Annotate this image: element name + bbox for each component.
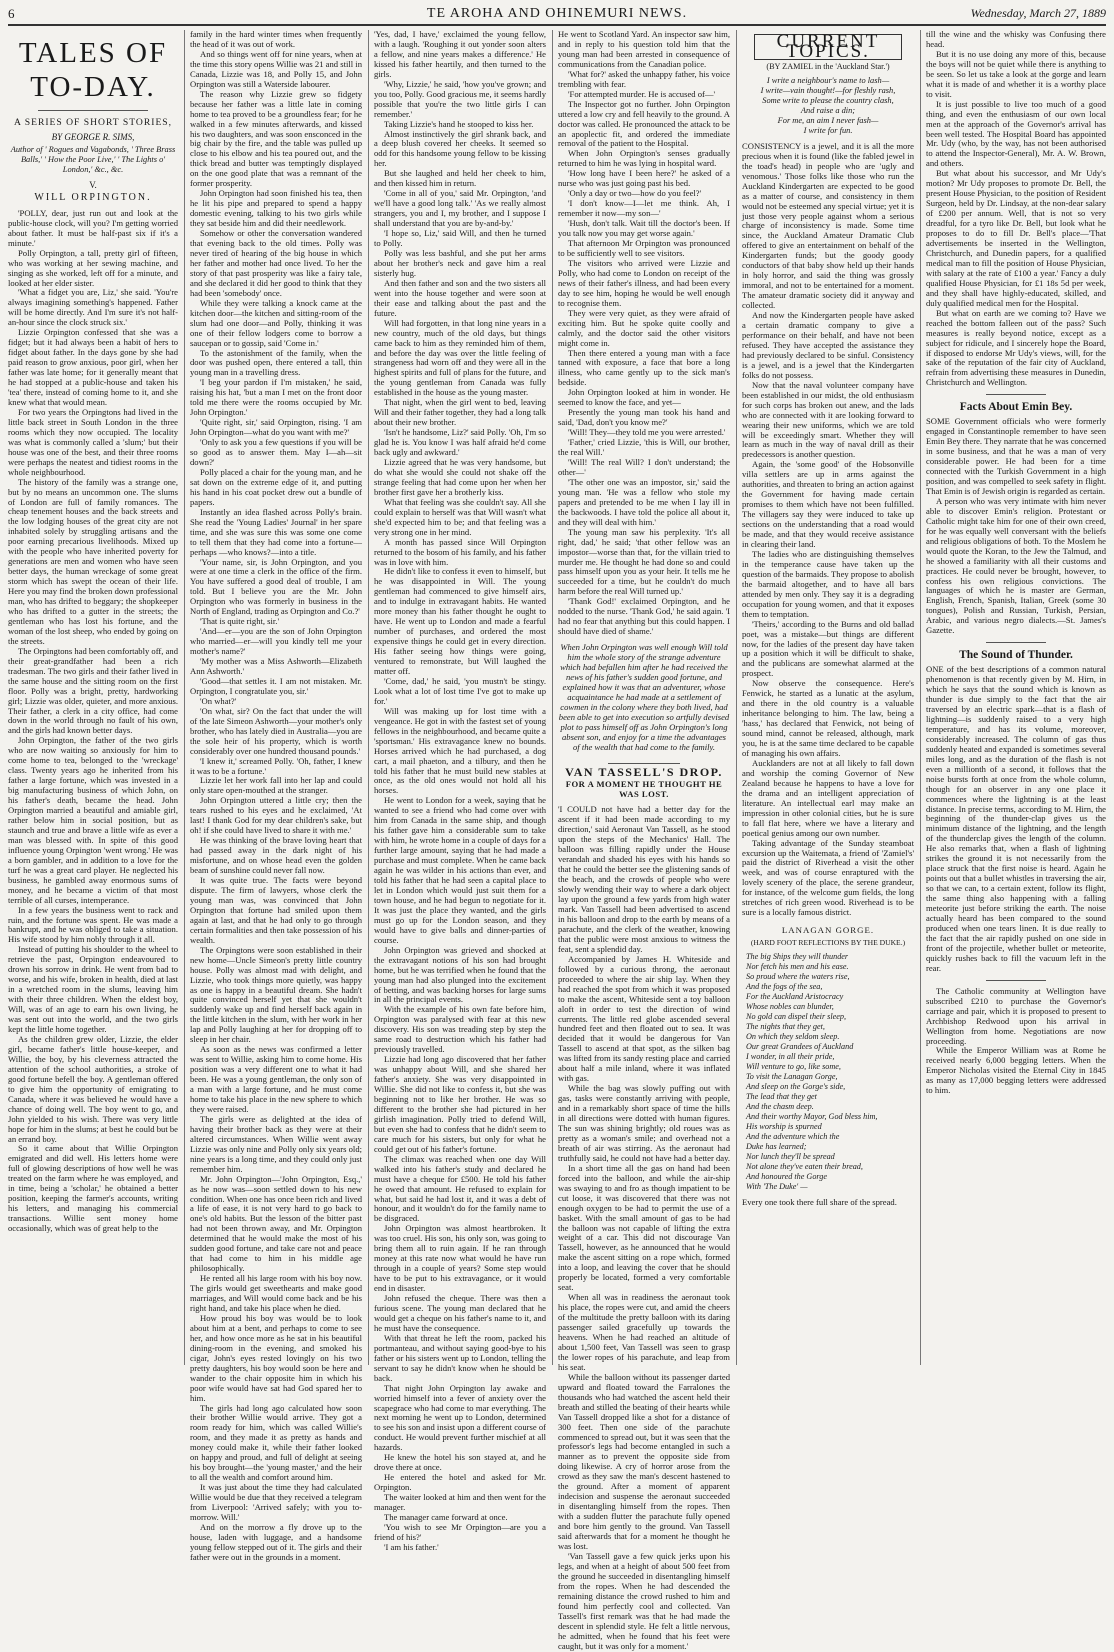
paragraph: The girls were as delighted at the idea of having their brother back as they were at their altered circumstances. When Willie went away Lizzie was only nine and Polly only six years old; nine years is a long time, and they could only just remember him. <box>190 1113 362 1174</box>
paragraph: As soon as the news was confirmed a letter was sent to Willie, asking him to come home. His position was a very different one to what it had been. He was a young gentleman, the only son of a man with a large fortune, and he must come home to take his place in the new sphere to which they were raised. <box>190 1044 362 1114</box>
paragraph: The Orpingtons had been comfortably off, and their great-grandfather had been a rich tradesman. The two girls and their father lived in the same house and the sitting room on the first floor. Polly was a bright, pretty, hardworking girl; Lizzie was older, quieter, and more anxious. Their father, a clerk in a city office, had come down in the world through no fault of his own, and the girls had known better days. <box>8 645 178 736</box>
divider <box>38 110 148 111</box>
poem-verse: The big Ships they will thunder Nor fetch his men and his ease. So proud where the waters rise, And the fogs of the sea, For the Auckland Aristocracy Whose nobles can blunder, No gold can dispel their sleep, The nights that they get, On which they seldom sleep. Our great Grandees of Auckland I wonder, in all their pride, Will venture to go, like some, To visit the Lanagan Gorge, And sleep on the Gorge's side, The lead that they get And the chasm deep. And their worthy Mayor, God bless him, His worship is spurned And the adventure which the Duke has learned; Nor lunch they'll be spread Not alone they've eaten their bread, And honoured the Gorge With 'The Duke' — <box>746 952 878 1192</box>
paragraph: 'Hush, don't talk. Wait till the doctor's been. If you talk now you may get worse again.' <box>558 218 730 239</box>
paragraph: A person who was very intimate with him never able to discover Emin's religion. Protestant or Catholic might take him for one of their own creed, for he was equally well conversant with the beliefs and religious obligations of both. To the Moslem he would quote the Koran, to the Jew the Talmud, and he showed a familiarity with all their customs and practices. He could never be brought, however, to confess his own religious convictions. The languages of which he is master are German, English, French, Spanish, Italian, Greek (some 30 tongues), Polish and Russian, Turkish, Persian, Arabic, and various negro dialects.—St. James's Gazette. <box>926 495 1106 636</box>
paragraph: 'Why, Lizzie,' he said, 'how you've grown; and you too, Polly. Good gracious me, it seems hardly possible that you're the two little girls I can remember.' <box>374 78 546 119</box>
paragraph: Lizzie had long ago discovered that her father was unhappy about Will, and she shared her father's anxiety. She was very disappointed in Willie. She did not like to confess it, but she was beginning not to like her brother. He was so different to the brother she had pictured in her girlish imagination. Polly tried to defend Will, but even she had to confess that he didn't seem to care much for his sisters, but only for what he could get out of his father's fortune. <box>374 1054 546 1154</box>
paragraph: A month has passed since Will Orpington returned to the bosom of his family, and his father was in love with him. <box>374 536 546 567</box>
paragraph: Will had forgotten, in that long nine years in a new country, much of the old days, but things came back to him as they reminded him of them, and before the day was over the little feeling of strangeness had worn off and they were all in the highest spirits and full of plans for the future, and the young gentleman from Canada was fully established in the house as the young master. <box>374 317 546 398</box>
paragraph: John Orpington was grieved and shocked at the extravagant notions of his son had brought home, but he was terrified when he found that the young man had also plunged into the excitement of betting, and was backing horses for large sums in all the principal events. <box>374 944 546 1005</box>
column-2 <box>190 29 362 1562</box>
column-rule <box>552 30 553 1365</box>
paragraph: Instead of putting his shoulder to the wheel to retrieve the past, Orpington endeavoured to drown his sorrow in drink. He went from bad to worse, and his wife, broken in health, died at last in a wretched room in the slums, leaving him with their three children. When the eldest boy, Will, was of an age to earn his own living, he was sent out into the world, and the two girls kept the little home together. <box>8 944 178 1035</box>
topics-byline: (BY ZAMIEL in the 'Auckland Star.') <box>766 61 890 71</box>
paragraph: But what about his successor, and Mr Udy's motion? Mr Udy proposes to promote Dr. Bell, the present House Physician, to the position of Resident Surgeon, held by Dr. Lindsay, at the non-dear salary of £200 per annum. Well, that is not so very dreadful, for a tyro like Dr. Bell, but look what he proposes to do to fill Dr. Bell's place—'That advertisements be inserted in the Wellington, Christchurch, and Dunedin papers, for a qualified medical man to fill the position of House Physician, with salary at the rate of £100 a year.' Fancy a duly qualified House Physician, for £1 18s 5d per week, and they shall have highly-educated, skilled, and duly qualified medical men for the Hospital. <box>926 168 1106 308</box>
paragraph: 'I hope so, Liz,' said Will, and then he turned to Polly. <box>374 228 546 249</box>
paragraph: 'I knew it,' screamed Polly. 'Oh, father, I knew it was to be a fortune.' <box>190 755 362 776</box>
paragraph: He knew the hotel his son stayed at, and he drove there at once. <box>374 1452 546 1473</box>
tales-headline: TALES OF TO-DAY. <box>18 37 168 103</box>
paragraph: While they were talking a knock came at the kitchen door—the kitchen and sitting-room of the slum had one door—and Polly, thinking it was one of their fellow lodgers come to borrow a saucepan or to gossip, said 'Come in.' <box>190 297 362 348</box>
divider <box>986 394 1046 395</box>
paragraph: Now observe the consequence. Here's Fenwick, he started as a lunatic at the asylum, and there in the old country is a valuable inheritance belonging to him. The law, being a 'hass,' has declared that Fenwick, not being of sound mind, cannot be released, although, mark you, he is at the same time declared to be capable of managing his own affairs. <box>742 678 914 758</box>
paragraph: 'What for?' asked the unhappy father, his voice trembling with fear. <box>558 68 730 89</box>
author-note: Author of ' Rogues and Vagabonds, ' Three Brass Balls,' ' How the Poor Live,' ' The Lights o' London,' &c., &c. <box>10 144 176 174</box>
paragraph: He went to London for a week, saying that he wanted to see a friend who had come over with him from Canada in the same ship, and though his father gave him a considerable sum to take with him, he wrote home in a couple of days for a further large amount, saying that he had made a purchase and must complete. When he came back again he was wilder in his actions than ever, and told his father that he had seen a capital place to let in London which would just suit them for a town house, and he had begun to negotiate for it. It was just the place they wanted, and the girls must go up for the London season, and they would have to give balls and dinner-parties of course. <box>374 795 546 945</box>
paragraph: For two years the Orpingtons had lived in the little back street in South London in the three rooms which they now occupied. The locality was what is commonly called a 'slum;' but their house was one of the best, and their three rooms were perhaps the neatest and tidiest rooms in the whole neighbourhood. <box>8 406 178 477</box>
divider <box>986 642 1046 643</box>
paragraph: That afternoon Mr Orpington was pronounced to be sufficiently well to see visitors. <box>558 238 730 258</box>
paragraph: Then there entered a young man with a face tanned with exposure, a face that bore a long illness, who came gently up to the sick man's bedside. <box>558 347 730 388</box>
paragraph: 'The other one was an impostor, sir,' said the young man. 'He was a fellow who stole my papers and pretended to be me when I lay ill in the backwoods. I have told the police all about it, and they will deal with him.' <box>558 476 730 527</box>
paragraph: 'On what, sir? On the fact that under the will of the late Simeon Ashworth—your mother's only brother, who has lately died in Australia—you are the sole heir of his property, which is worth considerably over one hundred thousand pounds.' <box>190 705 362 756</box>
paragraph: It was quite true. The facts were beyond dispute. The firm of lawyers, whose clerk the young man was, was convinced that John Orpington that fortune had smiled upon them again at last, and that he had only to go through certain formalities and then take possession of his wealth. <box>190 875 362 945</box>
paragraph: And so things went off for nine years, when at the time this story opens Willie was 21 and still in Canada, Lizzie was 18, and Polly 15, and John Orpington was still a Waterside labourer. <box>190 48 362 89</box>
paragraph: Taking Lizzie's hand he stooped to kiss her. <box>384 118 534 129</box>
issue-date: Wednesday, March 27, 1889 <box>970 6 1106 20</box>
paragraph: Every one took there full share of the spread. <box>742 1197 897 1208</box>
paragraph: And then father and son and the two sisters all went into the house together and were soon at their ease and talking about the past and the future. <box>374 277 546 318</box>
paragraph: 'Will! They—they told me you were arrested.' <box>568 427 726 438</box>
paragraph: 'I COULD not have had a better day for the ascent if it had been made according to my direction,' said Aeronaut Van Tassell, as he stood upon the steps of the Mechanics' Hall. The balloon was filling rapidly under the House verandah and shaded his eyes with his hands so that he could the better see the glistening sands of the beach, and the crowds of people who were slowly wending their way to where a dark object lay upon the ground a few yards from high water mark. Van Tassell had been advertised to ascend in his balloon and drop to the earth by means of a parachute, and the clerk of the weather, knowing that the public were most anxious to witness the feat, sent a splendid day. <box>558 804 730 954</box>
paragraph: What that feeling was she couldn't say. All she could explain to herself was that Will wasn't what she'd expected him to be; and that feeling was a very strong one in her mind. <box>374 496 546 537</box>
paragraph: While the bag was slowly puffing out with gas, tasks were constantly arriving with people, and in a remarkably short space of time the hills in all directions were dotted with human figures. The sun was shining brightly; old roues was as pretty as a woman's smile; and overhead not a breath of air was stirring. As the aeronaut had truthfully said, he could not have had a better day. <box>558 1083 730 1163</box>
column-6 <box>926 30 1106 1365</box>
paragraph: John Orpington had soon finished his tea, then he lit his pipe and prepared to spend a happy domestic evening, talking to his two girls while they sat beside him and did their needlework. <box>190 188 362 229</box>
author-byline: BY GEORGE R. SIMS, <box>51 132 135 142</box>
paragraph: 'Good—that settles it. I am not mistaken. Mr. Orpington, I congratulate you, sir.' <box>190 675 362 696</box>
paragraph: It is just possible to live too much of a good thing, and even the enthusiasm of our own local men at the approach of the Governor's arrival has been well tested. The Hospital Board has appointed Mr. Udy (who, by the way, has not been authorised to attend the Inspector-General), Mr. A. W. Brown, and others. <box>926 98 1106 169</box>
paragraph: The Catholic community at Wellington have subscribed £210 to purchase the Governor's carriage and pair, which it is proposed to present to Archbishop Redwood upon his arrival in Wellington from home. Negotiations are now proceeding. <box>926 985 1106 1046</box>
paragraph: 'Yes, dad, I have,' exclaimed the young fellow, with a laugh. 'Roughing it out yonder soon alters a fellow, and nine years makes a difference.' He kissed his father heartily, and then turned to the girls. <box>374 29 546 79</box>
masthead <box>8 4 1106 24</box>
emin-headline: Facts About Emin Bey. <box>959 401 1073 414</box>
paragraph: 'I am his father.' <box>384 1541 439 1552</box>
story-numeral: V. <box>89 179 97 190</box>
paragraph: While the balloon without its passenger darted upward and floated toward the Farralones the thousands who had watched the ascent held their breath and stilled the beating of their hearts while Van Tassell dropped like a shot for a distance of 300 feet. Then one side of the parachute commenced to spread out, but it was seen that the professor's legs had become entangled in such a manner as to prevent the opposite side from doing likewise. A cry of horror arose from the crowd as they saw the man's descent hastened to the ground. After a moment of apparent indecision and suspense the aeronaut succeeded in disentangling himself from the ropes. Then with a sudden flutter the parachute fully opened and bore him gently to the ground. Van Tassell said afterwards that for a moment he thought he was lost. <box>558 1371 730 1552</box>
paragraph: ONE of the best descriptions of a common natural phenomenon is that recently given by M. Hirn, in which he says that the sound which is known as thunder is due simply to the fact that the air traversed by an electric spark—that is a flash of lightning—is suddenly raised to a very high temperature, and has its volume, moreover, considerably increased. The column of gas thus suddenly heated and expanded is sometimes several miles long, and as the duration of the flash is not even a millionth of a second, it follows that the noise bursts forth at once from the whole column, though for an observer in any one place it commences where the lightning is at the least distance. In precise terms, according to M. Hirn, the beginning of the thunder-clap gives us the minimum distance of the lightning, and the length of the thunderclap gives the length of the column. He also remarks that, when a flash of lightning strikes the ground it is not necessarily from the place struck that the first noise is heard. Again he points out that a bullet whistles in traversing the air, so that we can, to a certain extent, follow its flight, the same thing also happening with a falling meteorite just before striking the earth. The noise actually heard has been compared to the sound produced when one tears linen. It is due really to the fact that the air rapidly pushed on one side in front of the projectile, whether bullet or meteorite, quickly rushes back to fill the vacuum left in the rear. <box>926 664 1106 973</box>
paragraph: But she laughed and held her cheek to him, and then kissed him in return. <box>374 168 546 189</box>
paragraph: 'On what?' <box>200 695 237 706</box>
paragraph: He was thinking of the brave loving heart that had passed away in the dark night of his misfortune, and on whose head even the golden beam of sunshine could never fall now. <box>190 835 362 876</box>
paragraph: 'Only to ask you a few questions if you will be so good as to answer them. May I—ah—sit down?' <box>190 437 362 467</box>
paragraph: 'How long have I been here?' he asked of a nurse who was just going past his bed. <box>558 168 730 189</box>
series-title: A SERIES OF SHORT STORIES, <box>13 117 173 128</box>
paragraph: John Orpington looked at him in wonder. He seemed to know the face, and yet— <box>558 387 730 408</box>
paragraph: The climax was reached when one day Will walked into his father's study and declared he must have a cheque for £500. He told his father he owed that amount. He refused to explain for what, but said he had lost it, and it was a debt of honour, and it wouldn't do for the family name to be disgraced. <box>374 1153 546 1224</box>
to-be-continued: When John Orpington was well enough Will told him the whole story of the strange adventure which had befallen him after he had received the news of his father's sudden good fortune, and explained how it was that an adventurer, whose acquaintance he had made at a settlement of cowmen in the colony where they both lived, had been able to get into execution so artfully devised plot to pass himself off as John Orpington's long absent son, and enjoy for a time the advantages of the wealth that had come to the family. <box>558 642 730 752</box>
paragraph: John refused the cheque. There was then a furious scene. The young man declared that he would get a cheque on his father's name to it, and he must have the consequence. <box>374 1293 546 1333</box>
column-rule <box>184 30 185 1365</box>
paragraph: 'And—er—you are the son of John Orpington who married—er—will you kindly tell me your mother's name?' <box>190 626 362 657</box>
paragraph: It was just about the time they had calculated Willie would be due that they received a telegram from Liverpool: 'Arrived safely; with you to-morrow. Will.' <box>190 1482 362 1523</box>
paragraph: 'Only a day or two—how do you feel?' <box>568 188 702 199</box>
story-body-1 <box>8 209 178 1234</box>
paragraph: When all was in readiness the aeronaut took his place, the ropes were cut, and amid the cheers of the multitude the pretty balloon with its daring passenger sailed gracefully up towards the heavens. When he had reached an altitude of about 1,500 feet, Van Tassell was seen to grasp the lower ropes of his parachute, and leap from his seat. <box>558 1292 730 1372</box>
paragraph: 'Will! The real Will? I don't understand; the other—' <box>558 456 730 477</box>
column-3 <box>374 29 546 1552</box>
paragraph: John Orpington, the father of the two girls who are now waiting so anxiously for him to come home to tea, belonged to the 'wreckage' class. Twenty years ago he inherited from his father a large fortune, which was invested in a big manufacturing business of which John, on his father's death, became the head. John Orpington married a beautiful and amiable girl, rather below him in social position, but as staunch and true and brave a little wife as ever a man was blessed with. In spite of this good influence young Orpington 'went wrong.' He was a born gambler, and in addition to a love for the turf he was a great card player. He neglected his business, he gambled away enormous sums of money, and he became a victim of that most terrible of all curses, intemperance. <box>8 735 178 905</box>
column-rule <box>736 30 737 1365</box>
paragraph: 'My mother was a Miss Ashworth—Elizabeth Ann Ashworth.' <box>190 656 362 676</box>
paragraph: With that threat he left the room, packed his portmanteau, and without saying good-bye to his father or his sisters went up to London, telling the servant to say he didn't know when he should be back. <box>374 1332 546 1383</box>
article-headline: VAN TASSELL'S DROP. <box>565 764 723 779</box>
paragraph: 'Come in all of you,' said Mr. Orpington, 'and we'll have a good long talk.' 'As we really almost strangers, you and I, my brother, and I suppose I shall understand that you are by-and-by.' <box>374 188 546 229</box>
paragraph: John Orpington was almost heartbroken. It was too cruel. His son, his only son, was going to bring them all to ruin again. If he ran through money at this rate now what would he have run through in a couple of years? Some step would have to be put to his extravagance, or it would end in disaster. <box>374 1223 546 1294</box>
column-5 <box>742 30 914 1365</box>
paragraph: He entered the hotel and asked for Mr. Orpington. <box>374 1472 546 1493</box>
paragraph: The reason why Lizzie grew so fidgety because her father was a little late in coming home to tea proved to be a groundless fear; for he walked in a few minutes afterwards, and kissed his two daughters, and was soon ensconced in the big chair by the fire, and the table was pulled up close to his elbow and his tea poured out, and the thick bread and butter was temptingly displayed on the one good plate that was a remnant of the former prosperity. <box>190 88 362 189</box>
paragraph: With the example of his own fate before him, Orpington was paralysed with fear at this new discovery. His son was treading step by step the same road to destruction which his father had previously travelled. <box>374 1004 546 1055</box>
paragraph: Polly Orpington, a tall, pretty girl of fifteen, who was working at her sewing machine, and singing as she worked, left off for a minute, and looked at her elder sister. <box>8 247 178 288</box>
paragraph: 'For attempted murder. He is accused of—' <box>568 88 715 99</box>
paragraph: In a short time all the gas on hand had been forced into the balloon, and while the air-ship was swaying to and fro as though impatient to be cut loose, it was discovered that there was not enough oxygen to be had to permit the use of a basket. With the small amount of gas to be had the balloon was not capable of lifting the extra weight of a car. This did not discourage Van Tassell, however, as he announced that he would make the ascent sitting on a rope which, formed into a loop, and leaving the cover that he should properly be located, formed a very comfortable seat. <box>558 1162 730 1293</box>
paragraph: family in the hard winter times when frequently the head of it was out of work. <box>190 29 362 49</box>
divider <box>986 980 1046 981</box>
paragraph: Lizzie let her work fall into her lap and could only stare open-mouthed at the stranger. <box>190 775 362 796</box>
paragraph: Accompanied by James H. Whiteside and followed by a curious throng, the aeronaut proceeded to where the air ship lay. When they had reached the spot from which it was proposed to make the ascent, Whiteside sent a toy balloon aloft in order to test the direction of wind currents. The little red globe ascended several hundred feet and then floated out to sea. It was decided that it would be dangerous for Van Tassell to ascend at that spot, as the silken bag was lifted from its sandy resting place and carried about half a mile inland, where it was inflated with gas. <box>558 953 730 1084</box>
paragraph: Presently the young man took his hand and said, 'Dad, don't you know me?' <box>558 407 730 428</box>
column-rule <box>368 30 369 1365</box>
paragraph: Somehow or other the conversation wandered that evening back to the old times. Polly was never tired of hearing of the big house in which her father and mother had once lived. To her the story of that past prosperity was like a fairy tale, and she declared it did her good to think that they had been 'somebody' once. <box>190 228 362 298</box>
paragraph: The young man saw his perplexity. 'It's all right, dad,' he said; 'that other fellow was an impostor—worse than that, for the villain tried to murder me. He thought he had done so and could pass himself upon you as your heir. It tells me he succeeded for a time, but he couldn't do much harm before the real Will turned up.' <box>558 526 730 597</box>
paragraph: 'You wish to see Mr Orpington—are you a friend of his?' <box>374 1521 546 1542</box>
masthead-rule <box>8 24 1106 26</box>
paragraph: He didn't like to confess it even to himself, but he was disappointed in Will. The young gentleman had commenced to give himself airs, and to indulge in extravagant habits. He wanted more money than his father thought he ought to have. He went up to London and made a fearful number of purchases, and ordered the most expensive things he could get in every direction. His father seeing how things were going, ventured to remonstrate, but Will laughed the matter off. <box>374 566 546 676</box>
paragraph: When John Orpington's senses gradually returned to him he was lying in hospital ward. <box>558 148 730 169</box>
paragraph: The history of the family was a strange one, but by no means an uncommon one. The slums of London are full of family romances. The cheap tenement houses and the back streets and the low lodging houses of the great city are not inhabited solely by struggling artisans and the poor earning precarious livelihoods. Mixed up with the people who have inherited poverty for generations are men and women who have seen better days, the human wreckage of some great storm which has swept the ocean of their life. Here you may find the broken down professional man, who has drifted to beggary; the shopkeeper who has drifted to a gutter in the streets; the gentleman who has lost his fortune, and the woman of the lost sheep, who ended by going on the streets. <box>8 476 178 646</box>
poem-subtitle: (HARD FOOT REFLECTIONS BY THE DUKE.) <box>750 938 906 948</box>
paragraph: Lizzie Orpington confessed that she was a fidget; but it had always been a habit of hers to fidget about father. In the days gone by she had paid reason to grow anxious, poor girl, when her father was late home; for it generally meant that he had stopped at a public-house and taken his 'tea' there, instead of coming home to it, and she knew what that would mean. <box>8 327 178 407</box>
paragraph: Instantly an idea flashed across Polly's brain. She read the 'Young Ladies' Journal' in her spare time, and she was sure this was some one come to tell them that they had come into a fortune—perhaps —who knows?—into a title. <box>190 506 362 557</box>
paragraph: SOME Government officials who were formerly engaged in Constantinople remember to have seen Emin Bey there. They narrate that he was concerned in some business, and that he was a man of very considerable power. He had been for a time connected with the Turkish Government in a high position, and was compelled to seek safety in flight. That Emin is of Jewish origin is regarded as certain. <box>926 416 1106 496</box>
paragraph: They were very quiet, as they were afraid of exciting him. But he spoke quite coolly and calmly, and the doctor said the other visitors might come in. <box>558 307 730 348</box>
paragraph: So it came about that Willie Orpington emigrated and did well. His letters home were full of glowing descriptions of how well he was treated on the farm where he was employed, and in time, being a 'scholar,' he obtained a better position, keeping the farmer's accounts, writing his letters, and managing his commercial transactions. Willie sent money home occasionally, which was of great help to the <box>8 1143 178 1234</box>
paragraph: Polly was less bashful, and she put her arms about her brother's neck and gave him a real sisterly hug. <box>374 247 546 278</box>
paragraph: CONSISTENCY is a jewel, and it is all the more precious when it is found (like the fabled jewel in the toad's head) in people who are 'ugly and venomous.' Those folks like those who run the Auckland Kindergarten are expected to be good as a matter of course, and consistency in them would not be esteemed any special virtue; yet it is just those very people against whom a serious charge of inconsistency is made. Some time since, the Auckland Amateur Dramatic Club offered to give an entertainment on behalf of the Kindergarten funds; but the goody goody conductors of that baby show held up their hands in holy horror, and said the thing was grossly immoral, and not to be entertained for a moment. The amateur dramatic society did it anyway and collected. <box>742 140 914 311</box>
paragraph: As the children grew older, Lizzie, the elder girl, became father's little house-keeper, and Willie, the boy, by his cleverness attracted the attention of the school authorities, a stroke of good fortune befell the boy. A gentleman offered to give him the opportunity of emigrating to Canada, where it was believed he would have a chance of doing well. The boy went to go, and John yielded to his wish. There was very little hope for him in the slums; at best he could but be an errand boy. <box>8 1033 178 1144</box>
paragraph: 'Isn't he handsome, Liz?' said Polly. 'Oh, I'm so glad he is. You know I was half afraid he'd come back ugly and awkward.' <box>374 427 546 458</box>
paragraph: Lizzie agreed that he was very handsome, but do what she would she could not shake off the strange feeling that had come upon her when her brother first gave her a brotherly kiss. <box>374 456 546 497</box>
paragraph: He rented all his large room with his boy now. The girls would get sweethearts and make good marriages, and Will would come back and be his right hand, and take his place when he died. <box>190 1273 362 1313</box>
paragraph: How proud his boy was would be to look about him at a bent, and perhaps to come to see her, and how once more as he sat in his beautiful dining-room in the evening, and smoked his cigar, John's eyes rested lovingly on his two pretty daughters, his boy would soon be here and wander to the chair opposite him in which his poor wife would have sat had God spared her to him. <box>190 1312 362 1403</box>
paragraph: 'Van Tassell gave a few quick jerks upon his legs, and when at a height of about 500 feet from the ground he succeeded in disentangling himself from the ropes. When he had descended the remaining distance the crowd rushed to him and found him perfectly cool and collected. Van Tassell's first remark was that he had made the descent in splendid style. He felt a little nervous, he admitted, when he found that his feet were caught, but it was only for a moment.' <box>558 1550 730 1651</box>
paragraph: Polly placed a chair for the young man, and he sat down on the extreme edge of it, and putting his hand in his coat pocket drew out a bundle of papers. <box>190 466 362 507</box>
paragraph: While the Emperor William was at Rome he received nearly 6,000 begging letters. When the Emperor Nicholas visited the Eternal City in 1845 as many as 17,000 begging letters were addressed to him. <box>926 1045 1106 1096</box>
paragraph: Taking advantage of the Sunday steamboat excursion up the Waitemata, a friend of 'Zamiel's' paid the district of Riverhead a visit the other week, and was of course enraptured with the lovely scenery of the place, the serene grandeur, for instance, of the welcome gum fields, the long stretches of rich green wood. Riverhead is to be sure is a locally famous district. <box>742 837 914 918</box>
paragraph: John Orpington uttered a little cry; then the tears rushed to his eyes and he exclaimed, 'At last! I thank God for my dear children's sake, but oh! if she could have lived to share it with me.' <box>190 795 362 836</box>
paragraph: 'That is quite right, sir.' <box>200 616 280 627</box>
paragraph: And now the Kindergarten people have asked a certain dramatic company to give a performance on their behalf, and have not been refused. They have accepted the assistance they had previously declared to be sinful. Consistency is a jewel, and is a jewel that the Kindergarten folks do not possess. <box>742 310 914 380</box>
paragraph: 'What a fidget you are, Liz,' she said. 'You're always imagining something's happened. Father will be home directly. And I'm sure it's not half-an-hour since the clock struck six.' <box>8 287 178 328</box>
page-number: 6 <box>8 6 15 21</box>
article-subheadline: FOR A MOMENT HE THOUGHT HE WAS LOST. <box>565 778 723 799</box>
paragraph: The manager came forward at once. <box>384 1512 508 1523</box>
paragraph: 'POLLY, dear, just run out and look at the public-house clock, will you? I'm getting worried about father. It must be half-past six if it's a minute.' <box>8 207 178 248</box>
paper-title: TE AROHA AND OHINEMURI NEWS. <box>426 6 688 21</box>
paragraph: He went to Scotland Yard. An inspector saw him, and in reply to his question told him that the young man had been arrested in consequence of communications from the Canadian police. <box>558 29 730 69</box>
paragraph: 'I don't know—I—let me think. Ah, I remember it now—my son—' <box>558 198 730 219</box>
paragraph: 'Thank God!' exclaimed Orpington, and he nodded to the nurse. 'Thank God,' he said again. 'I had no fear that anything but this could happen. I should have died of shame.' <box>558 596 730 637</box>
paragraph: The ladies who are distinguishing themselves in the temperance cause have taken up the question of the barmaids. They propose to abolish the barmaid altogether, and to have all bars attended by men only. They say it is a degrading occupation for young women, and that it exposes them to temptation. <box>742 548 914 619</box>
paragraph: Again, the 'some good' of the Hobsonville villa settlers are up in arms against the authorities, and threaten to bring an action against the Government for having made certain promises to them which have not been fulfilled. The villagers say they were induced to take up sections on the understanding that a road would be made, and that they would receive assistance in clearing their land. <box>742 459 914 549</box>
paragraph: Now that the naval volunteer company have been established in our midst, the old enthusiasm for such corps has broken out anew, and the lads who are connected with it are looking forward to wearing their new uniforms, which we are told will be exceedingly smart. Whether they will learn as much in the way of naval drill as their predecessors is another question. <box>742 379 914 460</box>
paragraph: And on the morrow a fly drove up to the house, laden with luggage, and a handsome young fellow stepped out of it. The girls and their father were out in the grounds in a moment. <box>190 1521 362 1562</box>
paragraph: 'Come, dad,' he said, 'you mustn't be stingy. Look what a lot of lost time I've got to make up for.' <box>374 675 546 706</box>
column-1 <box>8 30 178 1365</box>
paragraph: The Orpingtons were soon established in their new home—Uncle Simeon's pretty little country house. Polly was almost mad with delight, and Lizzie, who took things more quietly, was happy as one is happy in a beautiful dream. She hadn't quite convinced herself yet that she wouldn't suddenly wake up and find herself back again in the little kitchen in the slum, with her work in her lap and Polly laughing at her for dropping off to sleep in her chair. <box>190 944 362 1045</box>
paragraph: That night John Orpington lay awake and worried himself into a fever of anxiety over the scapegrace who had come to mar everything. The next morning he went up to London, determined to see his son and insist upon a different course of conduct. He would prevent further mischief at all hazards. <box>374 1382 546 1453</box>
paragraph: But what on earth are we coming to? Have we reached the bottom falleen out of the pass? Such measures is really beyond notice, except as a subject for ridicule, and I sincerely hope the Board, if disposed to endorse Mr Udy's views, will, for the sake of the reputation of the fair city of Auckland, refrain from advertising these measures in Dunedin, Christchurch and Wellington. <box>926 307 1106 388</box>
topics-poem: I write a neighbour's name to lash— I write—vain thought!—for fleshly rash, Some write to please the country clash, And raise a din; For me, an aim I never fash— I write for fun. <box>760 75 896 135</box>
paragraph: 'Quite right, sir,' said Orpington, rising. 'I am John Orpington—what do you want with me?' <box>190 417 362 438</box>
paragraph: The visitors who arrived were Lizzie and Polly, who had come to London on receipt of the news of their father's illness, and had been every day to see him, hoping he would be well enough to recognise them. <box>558 257 730 308</box>
poem-title: LANAGAN GORGE. <box>781 925 875 936</box>
column-4 <box>558 29 730 1651</box>
paragraph: In a few years the business went to rack and ruin, and the fortune was spent. He was made a bankrupt, and he was obliged to take a situation. His wife stood by him nobly through it all. <box>8 904 178 945</box>
paragraph: 'I beg your pardon if I'm mistaken,' he said, raising his hat, 'but a man I met on the front door told me there were the rooms occupied by Mr. John Orpington.' <box>190 377 362 418</box>
paragraph: 'Theirs,' according to the Burns and old ballad poet, was a mistake—but things are different now, for the ladies of the present day have taken up a position which it will be difficult to shake, and the publicans are somewhat alarmed at the prospect. <box>742 618 914 679</box>
paragraph: To the astonishment of the family, when the door was pushed open, there entered a tall, thin young man in a travelling dress. <box>190 347 362 378</box>
paragraph: Almost instinctively the girl shrank back, and a deep blush covered her cheeks. It seemed so odd for this handsome young fellow to be kissing her. <box>374 128 546 169</box>
divider <box>608 763 680 764</box>
current-topics-headline: CURRENT TOPICS. <box>754 34 902 60</box>
paragraph: But it is no use doing any more of this, because the boys will not be quiet while there is anything to be seen. So let us take a look at the gorge and learn what it is made of and whether it is a worthy place to visit. <box>926 48 1106 99</box>
column-rule <box>920 30 921 1365</box>
paragraph: Mr. John Orpington—'John Orpington, Esq.,' as he now was—soon settled down to his new condition. When one has once been rich and lived a life of ease, it is not very hard to go back to one's old habits. But the lesson of the bitter past had not been thrown away, and Mr. Orpington determined that he would make the most of his sudden good fortune, and take care not and peace that had come to him in his middle age philosophically. <box>190 1173 362 1274</box>
paragraph: 'Father,' cried Lizzie, 'this is Will, our brother, the real Will.' <box>558 437 730 458</box>
paragraph: The Inspector got no further. John Orpington uttered a low cry and fell heavily to the ground. A doctor was called. He pronounced the attack to be an apoplectic fit, and ordered the immediate removal of the patient to the Hospital. <box>558 98 730 149</box>
paragraph: till the wine and the whisky was Confusing there head. <box>926 29 1106 49</box>
paragraph: 'Your name, sir, is John Orpington, and you were at one time a clerk in the office of the firm. You have suffered a good deal of trouble, I am told. But I believe you are the Mr. John Orpington who was formerly in business in the North of England, trading as Orpington and Co.?' <box>190 556 362 617</box>
paragraph: Aucklanders are not at all likely to fall down and worship the coming Governor of New Zealand because he happens to have a love for the drama and an intelligent appreciation of literature. An intellectual earl may make an impression in other colonial cities, but he is sure to fall flat here, where we have a literary and poetical genius among our own number. <box>742 757 914 838</box>
thunder-headline: The Sound of Thunder. <box>959 649 1073 662</box>
paragraph: Will was making up for lost time with a vengeance. He got in with the fastest set of young fellows in the neighbourhood, and became quite a 'sportsman.' His extravagance knew no bounds. Horses arrived which he had purchased, a dog cart, a mail phaeton, and a tilbury, and then he told his father that he must build new stables at once, as the old ones would not hold all his horses. <box>374 705 546 796</box>
paragraph: The waiter looked at him and then went for the manager. <box>374 1492 546 1513</box>
paragraph: The girls had long ago calculated how soon their brother Willie would arrive. They got a room ready for him, which was called Willie's room, and they made it as pretty as hands and money could make it, while their father looked on happy and proud, and full of delight at seeing his boy brought—the 'young master,' and the heir to all the wealth and comfort around him. <box>190 1402 362 1483</box>
paragraph: That night, when the girl went to bed, leaving Will and their father together, they had a long talk about their new brother. <box>374 397 546 428</box>
story-title: WILL ORPINGTON. <box>34 191 152 203</box>
